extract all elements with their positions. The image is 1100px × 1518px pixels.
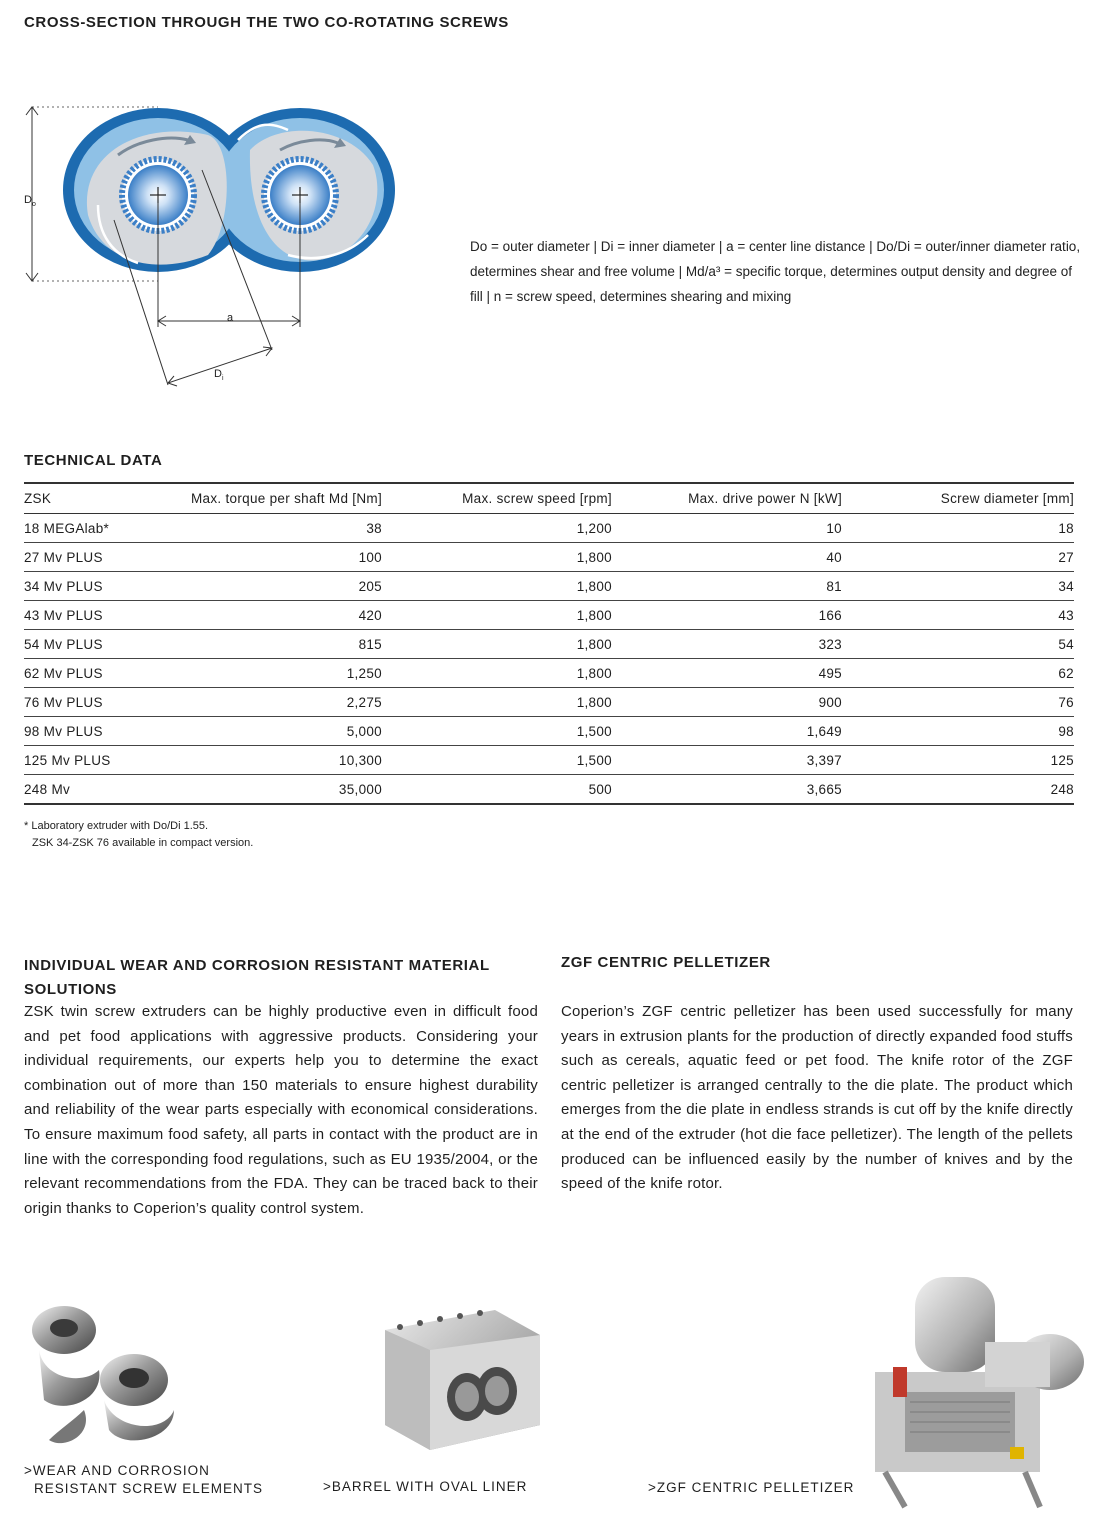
model-cell: 248 Mv: [24, 775, 144, 805]
svg-text:o: o: [32, 201, 36, 208]
technical-data-table: [24, 482, 1074, 805]
speed-cell: 1,800: [382, 688, 612, 717]
speed-cell: 1,800: [382, 572, 612, 601]
model-cell: 27 Mv PLUS: [24, 543, 144, 572]
model-cell: 62 Mv PLUS: [24, 659, 144, 688]
speed-cell: 1,800: [382, 659, 612, 688]
model-cell: 34 Mv PLUS: [24, 572, 144, 601]
power-cell: 495: [612, 659, 842, 688]
torque-cell: 38: [144, 514, 382, 543]
wear-section-body: ZSK twin screw extruders can be highly productive even in difficult food and pet food applications with aggressive products. Considering your individual requirements, our experts help you to determine the exact combination out of more than 150 materials to ensure highest durability and reliability of the wear parts especially with economical considerations. To ensure maximum food safety, all parts in contact with the product are in line with the corresponding food regulations, such as EU 1935/2004, or the relevant recommendations from the FDA. They can be traced back to their origin thanks to Coperion’s quality control system.: [24, 1003, 538, 1217]
torque-cell: 205: [144, 572, 382, 601]
zgf-section-title: ZGF CENTRIC PELLETIZER: [561, 954, 771, 971]
table-row: [24, 688, 1074, 717]
table-row: [24, 717, 1074, 746]
power-cell: 900: [612, 688, 842, 717]
speed-cell: 1,500: [382, 746, 612, 775]
speed-cell: 500: [382, 775, 612, 805]
model-cell: 43 Mv PLUS: [24, 601, 144, 630]
screw-elements-caption: [24, 1462, 263, 1498]
footnote-compact: ZSK 34-ZSK 76 available in compact version.: [32, 837, 254, 849]
barrel-shape: [63, 108, 395, 272]
diameter-cell: 76: [842, 688, 1074, 717]
power-cell: 81: [612, 572, 842, 601]
header-power: Max. drive power N [kW]: [612, 483, 842, 514]
header-diameter: Screw diameter [mm]: [842, 483, 1074, 514]
screw-elements-photo: [24, 1290, 194, 1455]
torque-cell: 100: [144, 543, 382, 572]
torque-cell: 2,275: [144, 688, 382, 717]
zgf-section-body: Coperion’s ZGF centric pelletizer has been used successfully for many years in extrusion plants for the production of directly expanded food stuffs such as cereals, aquatic feed or pet food. The knife rotor of the ZGF centric pelletizer is arranged centrally to the die plate. The product which emerges from the die plate in endless strands is cut off by the knife directly at the end of the extruder (hot die face pelletizer). The length of the pellets produced can be influenced easily by the number of knives and by the speed of the knife rotor.: [561, 1003, 1073, 1193]
table-row: [24, 543, 1074, 572]
screw-elements-caption-line1: >WEAR AND CORROSION: [24, 1463, 210, 1478]
diameter-cell: 27: [842, 543, 1074, 572]
header-torque: Max. torque per shaft Md [Nm]: [144, 483, 382, 514]
torque-cell: 35,000: [144, 775, 382, 805]
speed-cell: 1,800: [382, 601, 612, 630]
torque-cell: 10,300: [144, 746, 382, 775]
table-row: [24, 630, 1074, 659]
model-cell: 18 MEGAlab*: [24, 514, 144, 543]
speed-cell: 1,500: [382, 717, 612, 746]
model-cell: 76 Mv PLUS: [24, 688, 144, 717]
footnote-laboratory: * Laboratory extruder with Do/Di 1.55.: [24, 820, 209, 832]
header-speed: Max. screw speed [rpm]: [382, 483, 612, 514]
header-zsk: ZSK: [24, 483, 144, 514]
diameter-cell: 98: [842, 717, 1074, 746]
speed-cell: 1,800: [382, 630, 612, 659]
table-row: [24, 601, 1074, 630]
speed-cell: 1,800: [382, 543, 612, 572]
power-cell: 3,665: [612, 775, 842, 805]
diagram-legend: Do = outer diameter | Di = inner diameter | a = center line distance | Do/Di = outer/inner diameter ratio, determines shear and free volume | Md/a³ = specific torque, determines output density and degree of fill | n = screw speed, determines shearing and mixing: [470, 239, 1081, 304]
model-cell: 54 Mv PLUS: [24, 630, 144, 659]
diameter-cell: 18: [842, 514, 1074, 543]
barrel-photo: [375, 1305, 545, 1455]
technical-data-title: TECHNICAL DATA: [24, 452, 163, 469]
diameter-cell: 34: [842, 572, 1074, 601]
svg-text:D: D: [214, 368, 222, 380]
table-row: [24, 572, 1074, 601]
cross-section-diagram: [18, 95, 438, 395]
model-cell: 125 Mv PLUS: [24, 746, 144, 775]
diameter-cell: 248: [842, 775, 1074, 805]
torque-cell: 420: [144, 601, 382, 630]
table-row: [24, 514, 1074, 543]
power-cell: 323: [612, 630, 842, 659]
torque-cell: 815: [144, 630, 382, 659]
power-cell: 10: [612, 514, 842, 543]
diameter-cell: 43: [842, 601, 1074, 630]
power-cell: 3,397: [612, 746, 842, 775]
speed-cell: 1,200: [382, 514, 612, 543]
diameter-cell: 125: [842, 746, 1074, 775]
pelletizer-caption: >ZGF CENTRIC PELLETIZER: [648, 1480, 855, 1495]
power-cell: 40: [612, 543, 842, 572]
barrel-caption: >BARREL WITH OVAL LINER: [323, 1479, 528, 1494]
power-cell: 166: [612, 601, 842, 630]
svg-text:D: D: [24, 194, 32, 206]
model-cell: 98 Mv PLUS: [24, 717, 144, 746]
table-header-row: [24, 483, 1074, 514]
diameter-cell: 62: [842, 659, 1074, 688]
table-footnotes: [24, 818, 253, 852]
power-cell: 1,649: [612, 717, 842, 746]
screw-elements-caption-line2: RESISTANT SCREW ELEMENTS: [34, 1481, 264, 1496]
svg-text:a: a: [227, 312, 234, 324]
table-row: [24, 746, 1074, 775]
wear-section-title: INDIVIDUAL WEAR AND CORROSION RESISTANT MATERIAL SOLUTIONS: [24, 957, 490, 998]
table-row: [24, 775, 1074, 805]
torque-cell: 5,000: [144, 717, 382, 746]
cross-section-title: CROSS-SECTION THROUGH THE TWO CO-ROTATING SCREWS: [24, 14, 509, 31]
diameter-cell: 54: [842, 630, 1074, 659]
pelletizer-photo: [865, 1272, 1090, 1512]
svg-text:i: i: [222, 375, 224, 382]
torque-cell: 1,250: [144, 659, 382, 688]
table-row: [24, 659, 1074, 688]
